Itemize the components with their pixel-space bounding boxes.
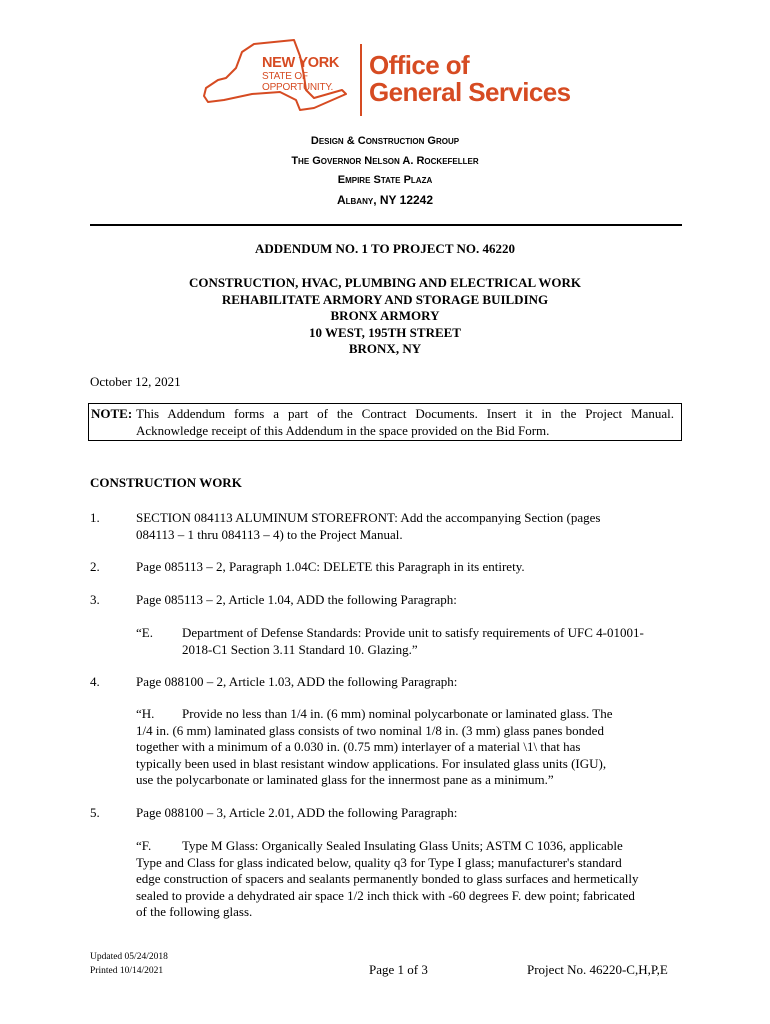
- footer-page-number: Page 1 of 3: [369, 962, 428, 977]
- item-number: 1.: [90, 510, 100, 525]
- quote-letter: “H.: [136, 706, 155, 721]
- project-line-5: BRONX, NY: [348, 341, 422, 356]
- section-title: CONSTRUCTION WORK: [90, 475, 242, 490]
- item-text: [136, 510, 656, 543]
- quote-line: [136, 706, 656, 723]
- item-number: 3.: [90, 592, 100, 607]
- quote-line: 2018-C1 Section 3.11 Standard 10. Glazing.”: [182, 641, 418, 657]
- quote-line-text: Provide no less than 1/4 in. (6 mm) nominal polycarbonate or laminated glass. The: [182, 706, 613, 721]
- quote-letter: “F.: [136, 838, 152, 853]
- project-line-2: REHABILITATE ARMORY AND STORAGE BUILDING: [221, 291, 549, 307]
- letterhead-address: [0, 132, 770, 210]
- ogs-wordmark-line1: Office of: [369, 50, 470, 80]
- project-line-1: CONSTRUCTION, HVAC, PLUMBING AND ELECTRICAL WORK: [188, 275, 582, 290]
- quote-line: together with a minimum of a 0.030 in. (0.75 mm) interlayer of a material \1\ that has: [136, 739, 581, 754]
- project-description: [0, 275, 770, 358]
- ogs-wordmark: [369, 52, 570, 106]
- header-divider: [90, 224, 682, 226]
- ny-wordmark-line1: NEW YORK: [262, 55, 340, 71]
- item-text: Page 088100 – 2, Article 1.03, ADD the following Paragraph:: [136, 674, 458, 689]
- header-building-name: The Governor Nelson A. Rockefeller: [291, 154, 479, 167]
- ogs-wordmark-line2: General Services: [369, 77, 571, 107]
- quote-line: of the following glass.: [136, 904, 253, 919]
- quote-line: Type and Class for glass indicated below, quality q3 for Type I glass; manufacturer's standard: [136, 854, 622, 870]
- ny-wordmark-line3: OPPORTUNITY.: [262, 82, 334, 93]
- note-line-1: This Addendum forms a part of the Contract Documents. Insert it in the Project Manual.: [136, 406, 674, 421]
- item-number: 5.: [90, 805, 100, 820]
- quote-line-text: Type M Glass: Organically Sealed Insulating Glass Units; ASTM C 1036, applicable: [182, 838, 623, 853]
- footer-printed: Printed 10/14/2021: [90, 966, 164, 976]
- document-date: October 12, 2021: [90, 374, 181, 389]
- quote-line: use the polycarbonate or laminated glass for the innermost pane as a minimum.”: [136, 772, 554, 787]
- item-text: Page 088100 – 3, Article 2.01, ADD the following Paragraph:: [136, 805, 458, 820]
- quote-text: [182, 625, 682, 658]
- item-line: 084113 – 1 thru 084113 – 4) to the Project Manual.: [136, 526, 403, 542]
- item-line: SECTION 084113 ALUMINUM STOREFRONT: Add the accompanying Section (pages: [136, 510, 601, 525]
- quote-line: [136, 838, 676, 855]
- footer-project-number: Project No. 46220-C,H,P,E: [527, 962, 668, 977]
- logo-divider: [360, 44, 362, 116]
- item-number: 4.: [90, 674, 100, 689]
- project-line-3: BRONX ARMORY: [330, 308, 440, 323]
- quote-line: sealed to provide a dehydrated air space 1/2 inch thick with -60 degrees F. dew point; fabricated: [136, 887, 635, 903]
- addendum-title: ADDENDUM NO. 1 TO PROJECT NO. 46220: [254, 241, 516, 256]
- quote-line: typically been used in blast resistant window applications. For insulated glass units (IGU),: [136, 755, 607, 771]
- note-box: [88, 403, 682, 441]
- nys-ogs-logo: [196, 38, 586, 120]
- item-text: Page 085113 – 2, Paragraph 1.04C: DELETE this Paragraph in its entirety.: [136, 559, 525, 574]
- footer-dates: [90, 950, 168, 978]
- quote-line: 1/4 in. (6 mm) laminated glass consists of two nominal 1/8 in. (3 mm) glass panes bonded: [136, 722, 604, 738]
- project-line-4: 10 WEST, 195TH STREET: [309, 324, 461, 340]
- footer-updated: Updated 05/24/2018: [90, 952, 168, 962]
- quote-line: edge construction of spacers and sealants permanently bonded to glass surfaces and hermetically: [136, 871, 639, 886]
- quote-line: Department of Defense Standards: Provide unit to satisfy requirements of UFC 4-01001-: [182, 625, 644, 640]
- ny-wordmark-line2: STATE OF: [262, 71, 308, 82]
- quote-letter: “E.: [136, 625, 153, 640]
- note-label: NOTE:: [91, 406, 133, 421]
- item-number: 2.: [90, 559, 100, 574]
- quote-paragraph-f: [136, 838, 676, 921]
- note-text: [136, 406, 674, 439]
- header-plaza-name: Empire State Plaza: [337, 174, 433, 186]
- quote-paragraph-h: [136, 706, 656, 789]
- item-text: Page 085113 – 2, Article 1.04, ADD the following Paragraph:: [136, 592, 457, 607]
- header-group-name: Design & Construction Group: [310, 135, 460, 147]
- header-city: Albany, NY 12242: [336, 192, 434, 207]
- ny-state-wordmark: [262, 56, 339, 93]
- note-line-2: Acknowledge receipt of this Addendum in the space provided on the Bid Form.: [136, 422, 550, 438]
